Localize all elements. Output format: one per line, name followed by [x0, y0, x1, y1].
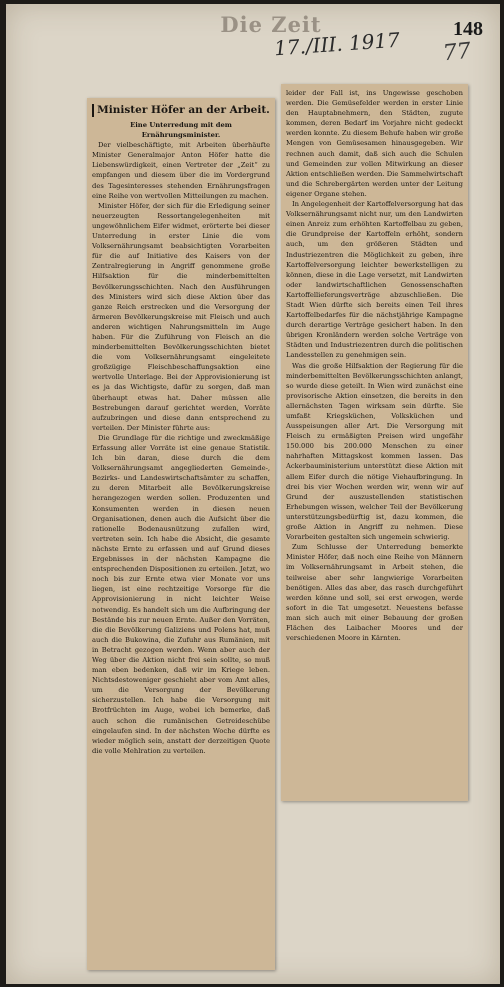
newspaper-masthead: Die Zeit [220, 12, 322, 37]
archive-page [6, 4, 500, 984]
handwritten-date: 17./III. 1917 [273, 27, 401, 61]
paragraph: Zum Schlusse der Unterredung bemerkte Minister Höfer, daß noch eine Reihe von Männern im Volksernährungsamt in Arbeit stehen, die teilweise aber sehr langwierige Vorarbeiten benötigen. Alles das aber, das rasch durchgeführt werden könne und soll, sei erst erwogen, werde sofort in die Tat umgesetzt. Neuestens befasse man sich auch mit einer Bebauung der großen Flächen des Laibacher Moores und der verschiedenen Moore in Kärnten. [286, 543, 463, 643]
left-column-text [87, 98, 275, 760]
handwritten-number: 77 [441, 38, 473, 67]
paragraph: Der vielbeschäftigte, mit Arbeiten überhäufte Minister Generalmajor Anton Höfer hatte die Liebenswürdigkeit, einen Vertreter der „Zeit“ zu empfangen und diesem über die im Vordergrund des Tagesinteresses stehenden Ernährungsfragen eine Reihe von wertvollen Mitteilungen zu machen. [92, 141, 270, 200]
paragraph: In Angelegenheit der Kartoffelversorgung hat das Volksernährungsamt nicht nur, um den Landwirten einen Anreiz zum erhöhten Kartoffelbau zu geben, die Grundpreise der Kartoffeln erhöht, sondern auch, um den größeren Städten und Industriezentren die Möglichkeit zu geben, ihre Kartoffelversorgung leichter bewerkstelligen zu können, diese in die Lage versetzt, mit Landwirten oder landwirtschaftlichen Genossenschaften Kartoffellieferungsverträge abzuschließen. Die Stadt Wien dürfte sich bereits einen Teil ihres Kartoffelbedarfes für die nächstjährige Kampagne durch derartige Verträge gesichert haben. In den übrigen Kronländern werden solche Verträge von Städten und Industriezentren durch die politischen Landesstellen zu genehmigen sein. [286, 200, 463, 360]
paragraph: Minister Höfer, der sich für die Erledigung seiner neuerzeugten Ressortangelegenheiten mit ungewöhnlichem Eifer widmet, erörterte bei dieser Unterredung in erster Linie die vom Volksernährungsamt beabsichtigten Vorarbeiten für die auf Initiative des Kaisers von der Zentralregierung in Angriff genommene große Hilfsaktion für die minderbemittelten Bevölkerungsschichten. Nach den Ausführungen des Ministers wird sich diese Aktion über das ganze Reich erstrecken und die Versorgung der ärmeren Bevölkerungskreise mit Fleisch und auch anderen wichtigen Nahrungsmitteln im Auge haben. Für die Zuführung von Fleisch an die minderbemittelten Bevölkerungsschichten bietet die vom Volksernährungsamt eingeleitete großzügige Fleischbeschaffungsaktion eine wertvolle Unterlage. Bei der Approvisionierung ist es ja das Wichtigste, dafür zu sorgen, daß man überhaupt etwas hat. Daher müssen alle Bestrebungen darauf gerichtet werden, Vorräte aufzubringen und diese dann entsprechend zu verteilen. Der Minister führte aus: [92, 201, 270, 432]
article-title: Minister Höfer an der Arbeit. [92, 104, 270, 117]
article-subtitle: Eine Unterredung mit dem Ernährungsminister. [130, 121, 232, 140]
clipping-left-column [87, 98, 275, 970]
paragraph: Was die große Hilfsaktion der Regierung für die minderbemittelten Bevölkerungsschichten anlangt, so wurde diese geteilt. In Wien wird zunächst eine provisorische Aktion einsetzen, die bereits in den allernächsten Tagen wirksam sein dürfte. Sie umfaßt Kriegsküchen, Volksküchen und Ausspeisungen aller Art. Die Versorgung mit Fleisch zu ermäßigten Preisen wird ungefähr 150.000 bis 200.000 Menschen zu einer nahrhaften Mittagskost kommen lassen. Das Ackerbauministerium unterstützt diese Aktion mit allem Eifer durch die nötige Viehaufbringung. In drei bis vier Wochen werden wir, wenn wir auf Grund der auszustellenden statistischen Erhebungen wissen, welcher Teil der Bevölkerung unterstützungsbedürftig ist, dazu kommen, die große Aktion in Angriff zu nehmen. Diese Vorarbeiten gestalten sich ungemein schwierig. [286, 361, 463, 542]
paragraph: leider der Fall ist, ins Ungewisse geschoben werden. Die Gemüsefelder werden in erster Linie den Hauptabnehmern, den Städten, zugute kommen, deren Bedarf im Vorjahre nicht gedeckt werden konnte. Zu diesem Behufe haben wir große Mengen von Gemüsesamen hinausgegeben. Wir rechnen auch damit, daß sich auch die Schulen und Gemeinden zur vollen Mitwirkung an dieser Aktion entschließen werden. Die Sammelwirtschaft und die Schrebergärten werden unter der Leitung eigener Organe stehen. [286, 89, 463, 198]
clipping-right-column [281, 84, 468, 801]
right-column-text [281, 84, 468, 647]
paragraph: Die Grundlage für die richtige und zweckmäßige Erfassung aller Vorräte ist eine genaue Statistik. Ich bin daran, diese durch die dem Volksernährungsamt angegliederten Gemeinde-, Bezirks- und Landeswirtschaftsämter zu schaffen, zu deren Mitarbeit alle Bevölkerungskreise herangezogen werden sollen. Produzenten und Konsumenten werden in diesen neuen Organisationen, denen auch die Aufsicht über die rationelle Bodenausnützung zufallen wird, vertreten sein. Ich habe die Absicht, die gesamte nächste Ernte zu erfassen und auf Grund dieses Ergebnisses in der nächsten Kampagne die entsprechenden Dispositionen zu erteilen. Jetzt, wo noch bis zur Ernte etwa vier Monate vor uns liegen, ist eine rechtzeitige Vorsorge für die Approvisionierung in nicht leichter Weise notwendig. Es handelt sich um die Aufbringung der Bestände bis zur neuen Ernte. Außer den Vorräten, die die Bevölkerung Galiziens und Polens hat, muß auch die Bukowina, die Zufuhr aus Rumänien, mit in Betracht gezogen werden. Wenn aber auch der Weg über die Aktion nicht frei sein sollte, so muß man eben bedenken, daß wir im Kriege leben. Nichtsdestoweniger geschieht aber vom Amt alles, um die Versorgung der Bevölkerung sicherzustellen. Ich habe die Versorgung mit Brotfrüchten im Auge, wobei ich bemerke, daß auch schon die rumänischen Getreideschübe eingelaufen sind. In der nächsten Woche dürfte es wieder möglich sein, anstatt der derzeitigen Quote die volle Mehlration zu verteilen. [92, 433, 270, 755]
page-number: 148 [453, 18, 483, 40]
